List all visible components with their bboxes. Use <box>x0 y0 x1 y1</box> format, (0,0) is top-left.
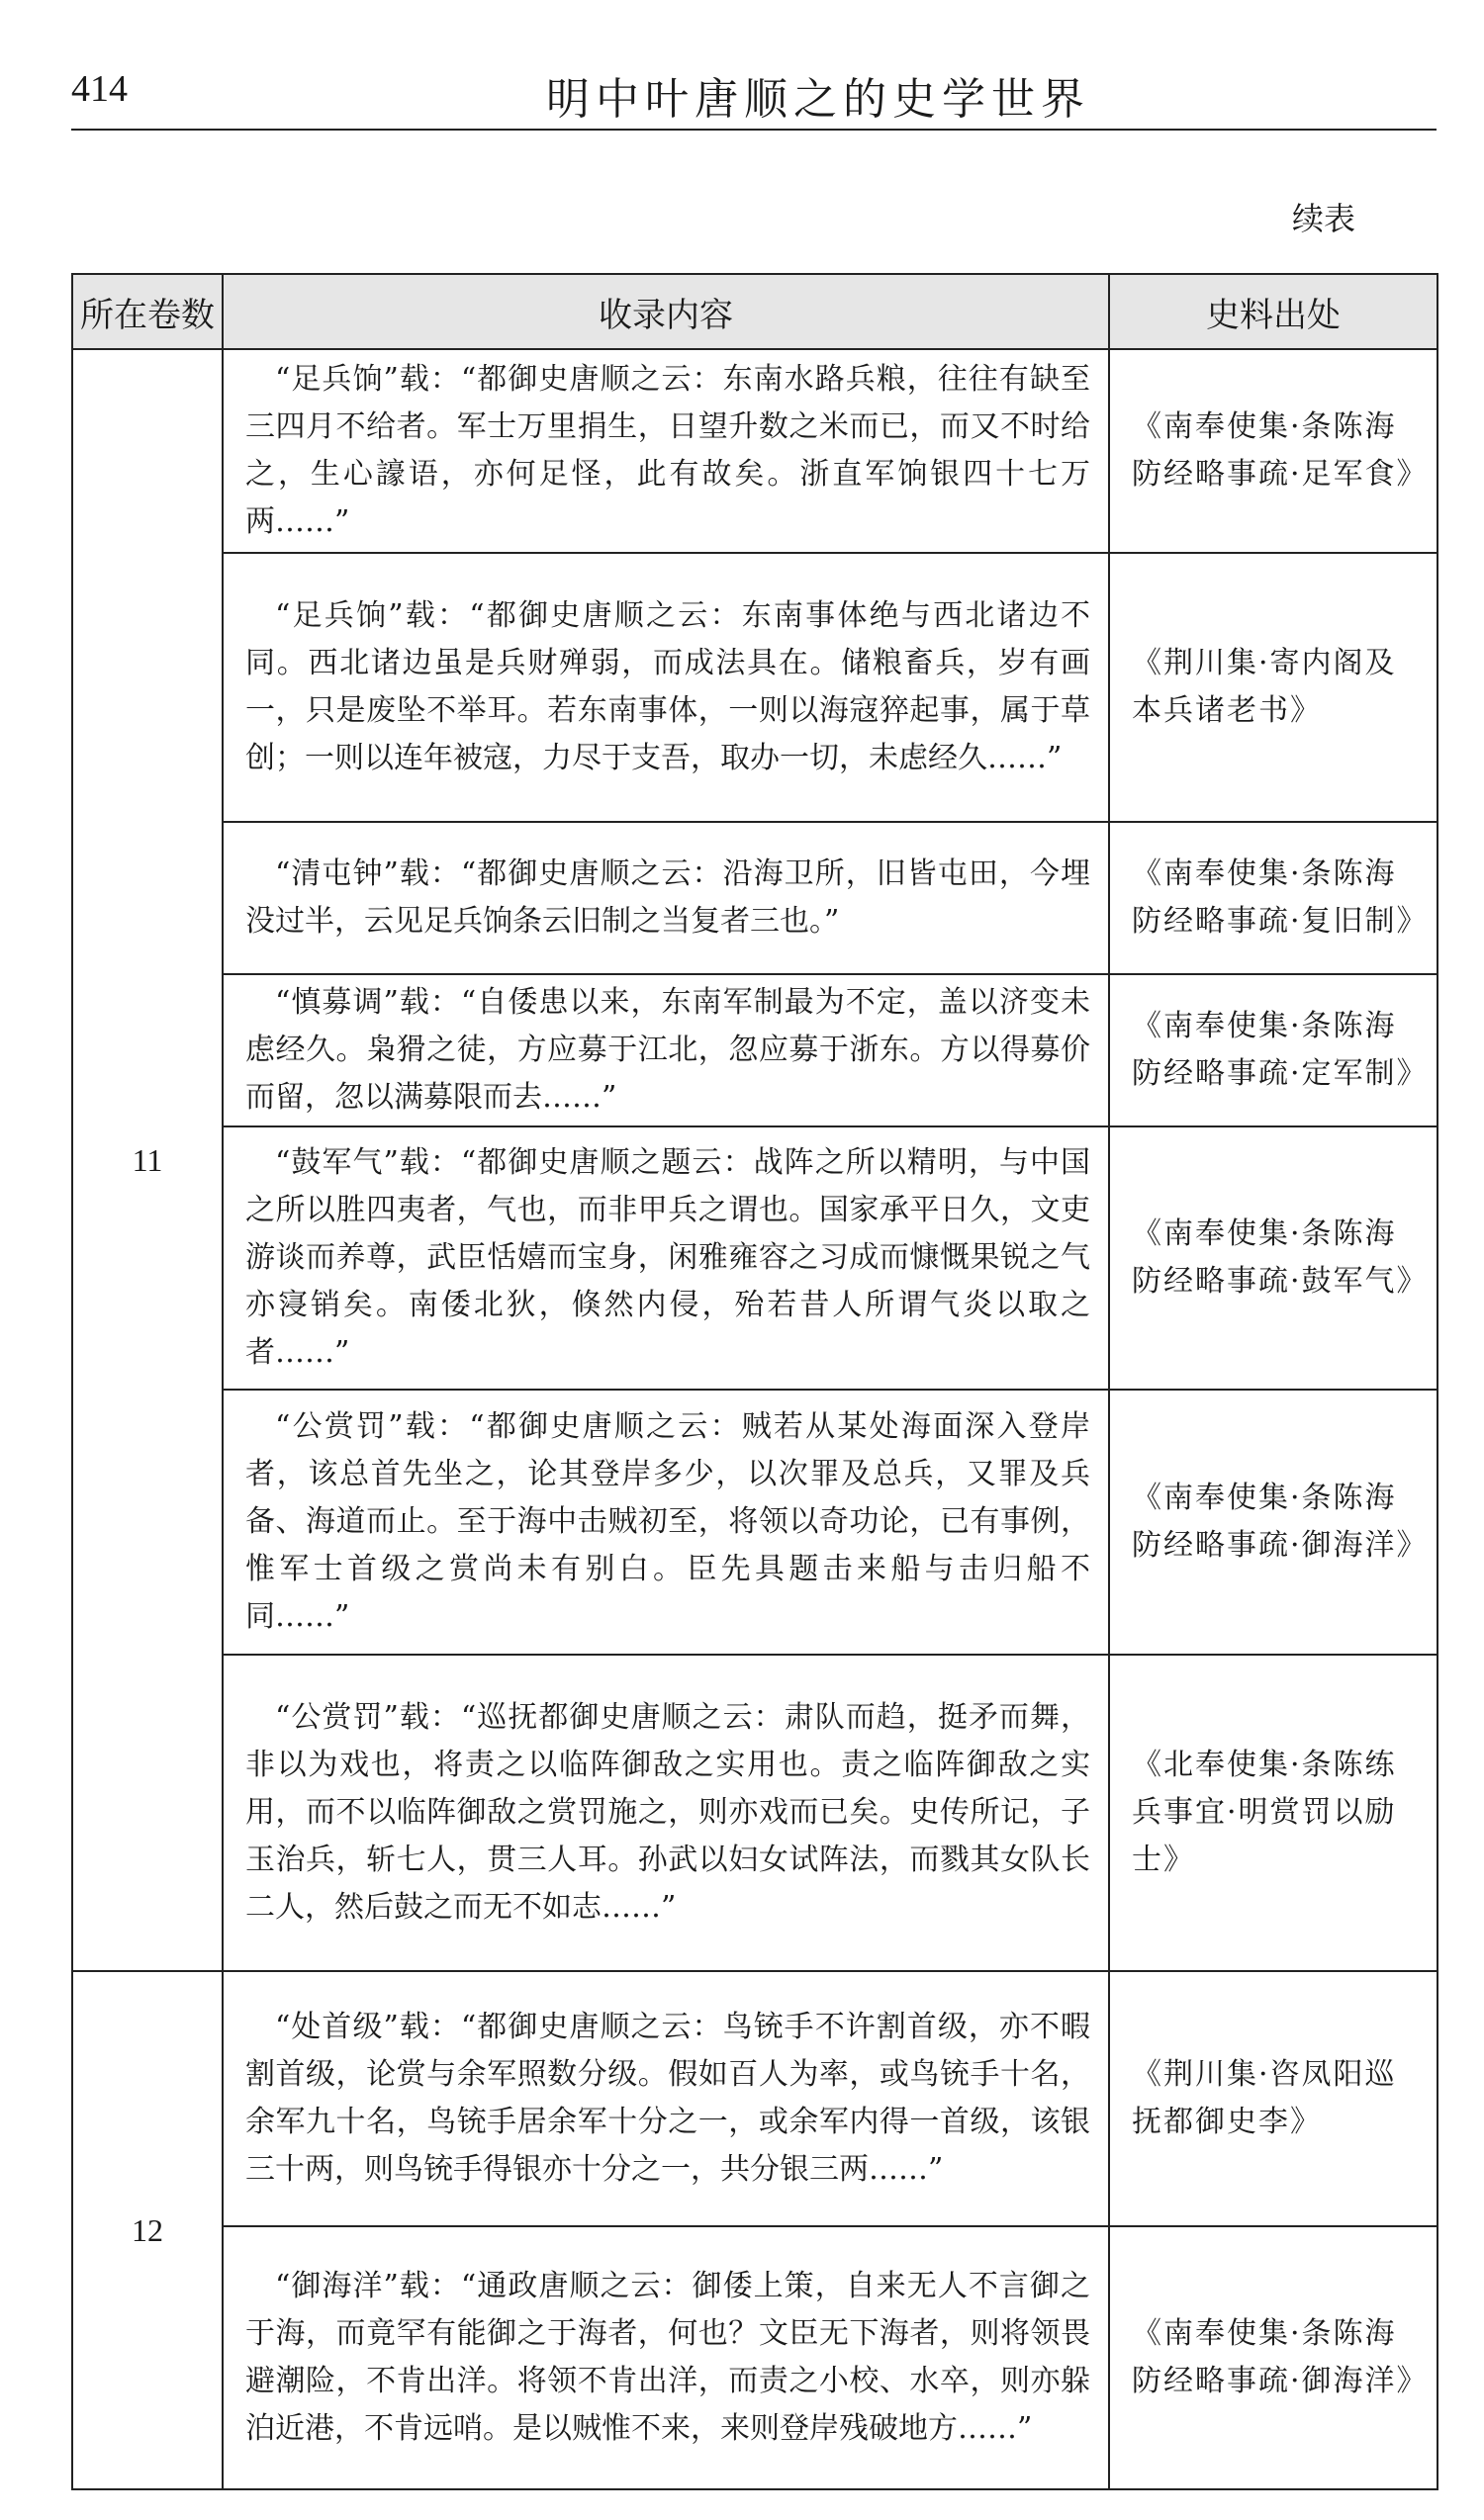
source-cell: 《北奉使集·条陈练兵事宜·明赏罚以励士》 <box>1109 1655 1438 1971</box>
records-table <box>71 273 1438 2490</box>
source-cell: 《南奉使集·条陈海防经略事疏·御海洋》 <box>1109 1390 1438 1655</box>
content-text: “公赏罚”载：“巡抚都御史唐顺之云：肃队而趋，挺矛而舞，非以为戏也，将责之以临阵御敌之实用也。责之临阵御敌之实用，而不以临阵御敌之赏罚施之，则亦戏而已矣。史传所记，子玉治兵，斩七人，贯三人耳。孙武以妇女试阵法，而戮其女队长二人，然后鼓之而无不如志……” <box>245 1700 1090 1925</box>
content-cell <box>223 553 1109 822</box>
table-row <box>72 1390 1438 1655</box>
table-row <box>72 1655 1438 1971</box>
table-header-row <box>72 274 1438 349</box>
content-cell <box>223 1390 1109 1655</box>
column-header-content: 收录内容 <box>223 274 1109 349</box>
content-cell <box>223 1126 1109 1390</box>
content-cell <box>223 822 1109 974</box>
source-cell: 《南奉使集·条陈海防经略事疏·复旧制》 <box>1109 822 1438 974</box>
content-text: “清屯钟”载：“都御史唐顺之云：沿海卫所，旧皆屯田，今埋没过半，云见足兵饷条云旧制之当复者三也。” <box>245 856 1090 939</box>
source-cell: 《南奉使集·条陈海防经略事疏·御海洋》 <box>1109 2226 1438 2489</box>
content-cell <box>223 974 1109 1126</box>
table-row <box>72 553 1438 822</box>
source-cell: 《南奉使集·条陈海防经略事疏·足军食》 <box>1109 349 1438 553</box>
source-cell: 《南奉使集·条陈海防经略事疏·鼓军气》 <box>1109 1126 1438 1390</box>
content-cell <box>223 1971 1109 2226</box>
table-row <box>72 349 1438 553</box>
source-cell: 《南奉使集·条陈海防经略事疏·定军制》 <box>1109 974 1438 1126</box>
volume-cell: 11 <box>72 349 223 1971</box>
content-cell <box>223 349 1109 553</box>
header-rule <box>71 129 1437 131</box>
column-header-source: 史料出处 <box>1109 274 1438 349</box>
table-row <box>72 822 1438 974</box>
table-row <box>72 1971 1438 2226</box>
content-cell <box>223 1655 1109 1971</box>
content-cell <box>223 2226 1109 2489</box>
content-text: “公赏罚”载：“都御史唐顺之云：贼若从某处海面深入登岸者，该总首先坐之，论其登岸多少，以次罪及总兵，又罪及兵备、海道而止。至于海中击贼初至，将领以奇功论，已有事例，惟军士首级之赏尚未有别白。臣先具题击来船与击归船不同……” <box>245 1409 1090 1634</box>
table-row <box>72 2226 1438 2489</box>
content-text: “鼓军气”载：“都御史唐顺之题云：战阵之所以精明，与中国之所以胜四夷者，气也，而非甲兵之谓也。国家承平日久，文吏游谈而养尊，武臣恬嬉而宝身，闲雅雍容之习成而慷慨果锐之气亦寖销矣。南倭北狄，倏然内侵，殆若昔人所谓气炎以取之者……” <box>245 1145 1090 1370</box>
content-text: “足兵饷”载：“都御史唐顺之云：东南水路兵粮，往往有缺至三四月不给者。军士万里捐生，日望升数之米而已，而又不时给之，生心譹语，亦何足怪，此有故矣。浙直军饷银四十七万两……” <box>245 362 1090 539</box>
content-text: “足兵饷”载：“都御史唐顺之云：东南事体绝与西北诸边不同。西北诸边虽是兵财殚弱，而成法具在。储粮畜兵，岁有画一，只是废坠不举耳。若东南事体，一则以海寇猝起事，属于草创；一则以连年被寇，力尽于支吾，取办一切，未虑经久……” <box>245 598 1090 775</box>
table-row <box>72 974 1438 1126</box>
page-header <box>71 67 1437 136</box>
content-text: “处首级”载：“都御史唐顺之云：鸟铳手不许割首级，亦不暇割首级，论赏与余军照数分级。假如百人为率，或鸟铳手十名，余军九十名，鸟铳手居余军十分之一，或余军内得一首级，该银三十两，则鸟铳手得银亦十分之一，共分银三两……” <box>245 2010 1090 2187</box>
content-text: “慎募调”载：“自倭患以来，东南军制最为不定，盖以济变未虑经久。枭猾之徒，方应募于江北，忽应募于浙东。方以得募价而留，忽以满募限而去……” <box>245 985 1090 1115</box>
table-row <box>72 1126 1438 1390</box>
volume-cell: 12 <box>72 1971 223 2489</box>
source-cell: 《荆川集·咨凤阳巡抚都御史李》 <box>1109 1971 1438 2226</box>
page-number: 414 <box>71 68 128 110</box>
continued-label: 续表 <box>1291 200 1355 237</box>
source-cell: 《荆川集·寄内阁及本兵诸老书》 <box>1109 553 1438 822</box>
content-text: “御海洋”载：“通政唐顺之云：御倭上策，自来无人不言御之于海，而竟罕有能御之于海者，何也？文臣无下海者，则将领畏避潮险，不肯出洋。将领不肯出洋，而责之小校、水卒，则亦躲泊近港，不肯远哨。是以贼惟不来，来则登岸残破地方……” <box>245 2269 1090 2446</box>
column-header-volume: 所在卷数 <box>72 274 223 349</box>
running-title: 明中叶唐顺之的史学世界 <box>546 74 1090 125</box>
